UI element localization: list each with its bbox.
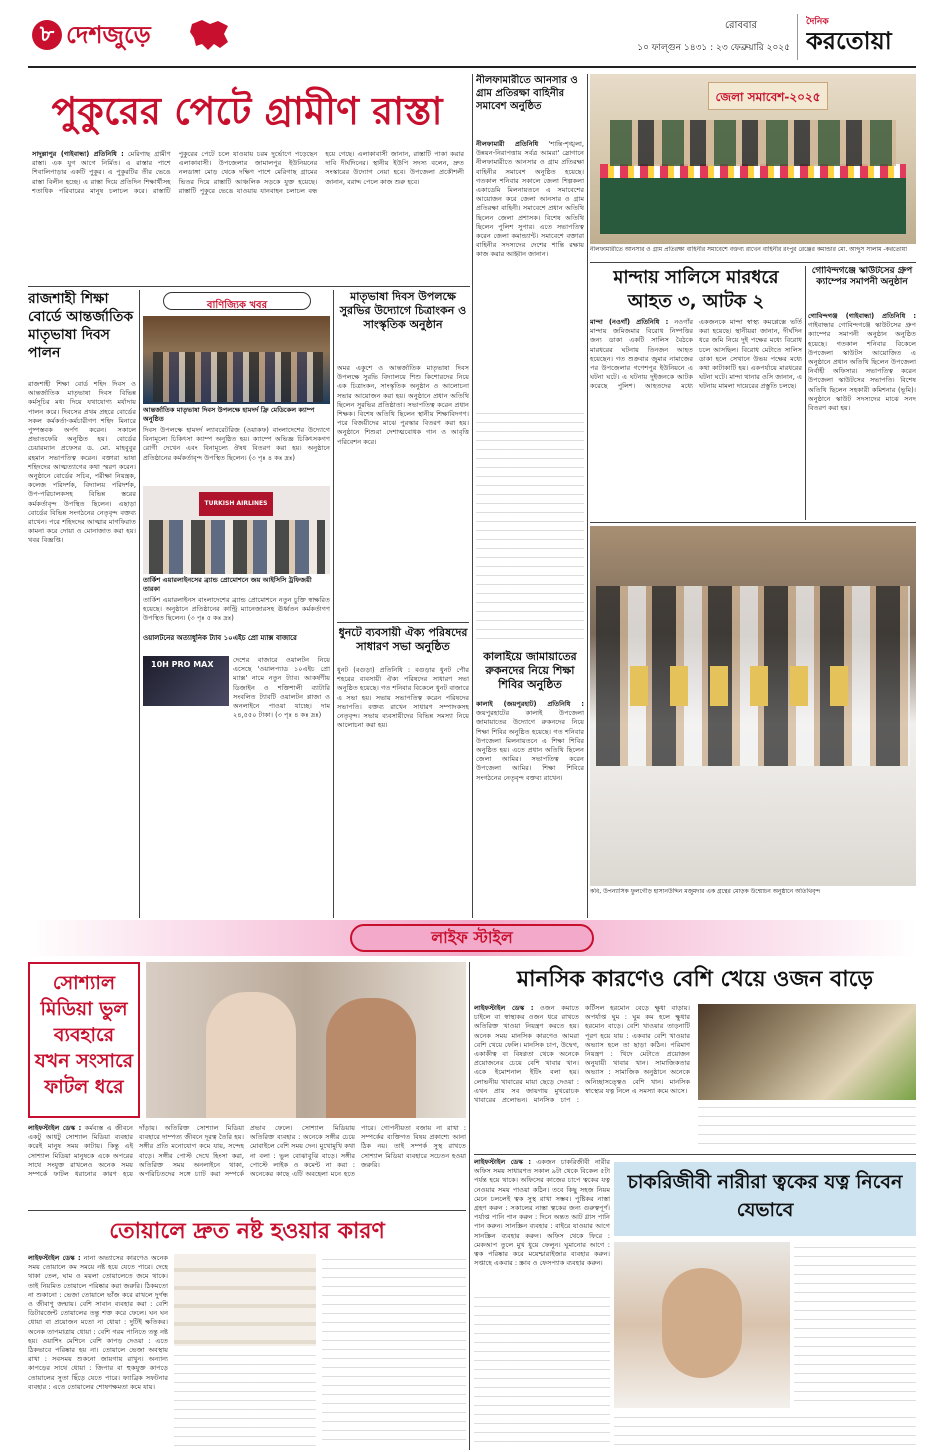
walton-tab-label: 10H PRO MAX bbox=[151, 660, 214, 669]
lifestyle-banner-text: লাইফ স্টাইল bbox=[431, 928, 513, 947]
commerce-section bbox=[143, 290, 330, 920]
manda-headline: মান্দায় সালিসে মারধরে আহত ৩, আটক ২ bbox=[613, 267, 779, 312]
social-article bbox=[28, 962, 466, 1206]
nilphamari-photo bbox=[590, 74, 916, 244]
social-body bbox=[28, 1124, 466, 1204]
weight-text: ওজন কমাতে চাইলে বা স্বাস্থ্যকর ওজন ধরে রাখতে অতিরিক্ত খাওয়া নিয়ন্ত্রণ করতে হয়। অনেক সময় মানসিক কারণেও আমরা বেশি খেয়ে ফেলি। মানসিক চাপ, উদ্বেগ, একাকীত্ব বা বিষণ্ণতা থেকে অনেকে প্রয়োজনের চেয়ে বেশি খাবার খান। একে ইমোশনাল ইটিং বলা হয়। লোভনীয় খাবারের মায়া ছেড়ে দেওয়া : এখন প্রায় সব জায়গায় মুখরোচক খাবারের প্রলোভন। মানসিক চাপ : কর্টিসল হরমোন বেড়ে ক্ষুধা বাড়ায়। অপর্যাপ্ত ঘুম : ঘুম কম হলে ক্ষুধার হরমোন বাড়ে। বেশি খাওয়ার তাড়নাটি পূরণ হয়ে যায় : একবার বেশি খাওয়ার অভ্যাস হলে তা ছাড়া কঠিন। পরিমাণ নিয়ন্ত্রণ : খিদে মেটাতে প্রয়োজন অনুযায়ী খাবার খান। সামাজিকতার অভ্যাস : সামাজিক অনুষ্ঠানে অনেকে অনিচ্ছাসত্ত্বেও বেশি খান। মানসিক স্বাস্থ্যের যত্ন নিলে এ সমস্যা কমে আসে। bbox=[474, 1004, 690, 1105]
gobindaganj-article bbox=[808, 266, 916, 520]
nilphamari-body bbox=[476, 140, 584, 402]
section-title bbox=[66, 17, 196, 53]
bangladesh-map-icon bbox=[188, 18, 232, 52]
lead-byline: সাদুল্লাপুর (গাইবান্ধা) প্রতিনিধি : bbox=[32, 150, 124, 158]
commerce-item3-caption: ওয়ালটনের অত্যাধুনিক ট্যাব ১০এইচ প্রো ম্যাক্স বাজারে bbox=[143, 634, 297, 642]
lead-text: মেরিগাছ গ্রামীণ রাস্তা। এক যুগ আগে নির্মিত। এ রাস্তার পাশে শিবালিপাড়ার একটি পুকুর। এ পুকুরটির তীর ভেঙে রাস্তা বিলীন হচ্ছে। এ রাস্তা দিয়ে প্রতিদিন শিক্ষার্থীসহ শতাধিক পরিবারের মানুষ চলাচল করে। রাস্তাটি পুকুরের পেটে চলে যাওয়ায় চরম দুর্ভোগে পড়েছেন এলাকাবাসী। উপজেলার জামালপুর ইউনিয়নের নলডাঙ্গা মোড় থেকে দক্ষিণ পাশে মেরিগাছ গ্রামের ভিতর দিয়ে রাস্তাটি আঞ্চলিক সড়কে যুক্ত হয়েছে। রাস্তাটি পুকুরে ভেঙে যাওয়ায় যানবাহন চলাচল বন্ধ হয়ে গেছে। এলাকাবাসী জানান, রাস্তাটি পাকা করার দাবি দীর্ঘদিনের। স্থানীয় ইউপি সদস্য বলেন, দ্রুত সংস্কারের উদ্যোগ নেয়া হবে। উপজেলা প্রকৌশলী জানান, বরাদ্দ পেলে কাজ শুরু হবে। bbox=[32, 150, 464, 195]
walton-tab-image bbox=[143, 656, 229, 706]
commerce-item3-body: দেশের বাজারে ওয়ালটন নিয়ে এসেছে 'ওয়ালপ্যাড ১০এইচ প্রো ম্যাক্স' নামে নতুন ট্যাব। আকর্ষণীয় ডিজাইন ও শক্তিশালী ব্যাটারি সংবলিত ট্যাবটি ওয়ালটন প্লাজা ও অনলাইনে পাওয়া যাচ্ছে। দাম ২৪,৫৫০ টাকা। (৩ পৃঃ ৪ কঃ দ্রঃ) bbox=[233, 656, 330, 720]
towel-body-left bbox=[28, 1254, 168, 1448]
book-launch-books bbox=[630, 666, 870, 706]
page-number-badge bbox=[32, 20, 62, 50]
commerce-item2-body: তার্কিশ এয়ারলাইনস বাংলাদেশের ব্র্যান্ড প্রোমোশনে নতুন চুক্তি স্বাক্ষরিত হয়েছে। অনুষ্ঠানে প্রতিষ্ঠানের কান্ট্রি ম্যানেজারসহ ঊর্ধ্বতন কর্মকর্তাগণ উপস্থিত ছিলেন। (৩ পৃঃ ৫ কঃ দ্রঃ) bbox=[143, 596, 330, 623]
photo-people-row bbox=[149, 520, 325, 574]
skin-body-bottom bbox=[474, 1292, 610, 1448]
turkish-airlines-photo bbox=[143, 486, 330, 574]
nilphamari-article bbox=[476, 74, 584, 404]
nilphamari-byline: নীলফামারী প্রতিনিধি bbox=[476, 140, 539, 148]
towel-body-right bbox=[322, 1254, 466, 1448]
skin-body-footer bbox=[614, 1412, 916, 1448]
skin-article bbox=[474, 1158, 916, 1450]
manda-article bbox=[590, 266, 802, 520]
commerce-item1-body: দিবস উপলক্ষে হামদর্দ ল্যাবরেটরিজ (ওয়াকফ) বাংলাদেশের উদ্যোগে বিনামূল্যে চিকিৎসা ক্যাম্প অনুষ্ঠিত হয়। ক্যাম্পে অভিজ্ঞ চিকিৎসকগণ রোগী দেখেন এবং বিনামূল্যে ঔষধ বিতরণ করা হয়। অনুষ্ঠানে প্রতিষ্ঠানের কর্মকর্তাবৃন্দ উপস্থিত ছিলেন। (৩ পৃঃ ৪ কঃ দ্রঃ) bbox=[143, 426, 330, 462]
divider-commerce bbox=[333, 290, 334, 918]
trader-article bbox=[337, 626, 469, 918]
towel-article bbox=[28, 1210, 466, 1450]
kalai-article bbox=[476, 408, 584, 918]
divider-nilphamari bbox=[587, 74, 588, 918]
towel-headline: তোয়ালে দ্রুত নষ্ট হওয়ার কারণ bbox=[109, 1219, 385, 1244]
gobindaganj-text: গাইবান্ধার গোবিন্দগঞ্জে স্কাউটসের গ্রুপ ক্যাম্পের সমাপনী অনুষ্ঠান অনুষ্ঠিত হয়েছে। গতকাল শনিবার বিকেলে উপজেলা স্কাউটস আয়োজিত এ অনুষ্ঠানে প্রধান অতিথি ছিলেন উপজেলা নির্বাহী অফিসার। সভাপতিত্ব করেন উপজেলা স্কাউটসের সভাপতি। বিশেষ অতিথি ছিলেন সহকারী কমিশনার (ভূমি)। অনুষ্ঠানে স্কাউট সদস্যদের মাঝে সনদ বিতরণ করা হয়। bbox=[808, 321, 916, 413]
commerce-item1-caption: আন্তর্জাতিক মাতৃভাষা দিবস উপলক্ষে হামদর্দ ফ্রি মেডিকেল ক্যাম্প অনুষ্ঠিত bbox=[143, 406, 315, 423]
divider-trader bbox=[472, 74, 473, 918]
social-photo-woman bbox=[326, 998, 416, 1118]
skin-text: একজন চাকরিজীবী নারীর অফিস সময় সাধারণত সকাল ৯টা থেকে বিকেল ৫টা পর্যন্ত হয়ে থাকে। অফিসের কাজের চাপে ত্বকের যত্ন নেওয়ার সময় পাওয়া কঠিন। তবে কিছু সহজ নিয়ম মেনে চললেই ত্বক সুস্থ রাখা সম্ভব। পুষ্টিকর নাস্তা গ্রহণ করুন : সকালের নাস্তা ত্বকের জন্য গুরুত্বপূর্ণ। পর্যাপ্ত পানি পান করুন : দিনে অন্তত আট গ্লাস পানি পান করুন। সানস্ক্রিন ব্যবহার : বাইরে যাওয়ার আগে সানস্ক্রিন ব্যবহার করুন। অফিস থেকে ফিরে : মেকআপ তুলে মুখ ধুয়ে ফেলুন। ঘুমানোর আগে : ত্বক পরিষ্কার করে ময়েশ্চারাইজার ব্যবহার করুন। সপ্তাহে একবার : স্ক্রাব ও ফেসপ্যাক ব্যবহার করুন। bbox=[474, 1158, 610, 1268]
lead-body bbox=[32, 150, 464, 282]
manda-text: নওগাঁর মান্দায় জমিজমার বিরোধ নিষ্পত্তির জন্য ডাকা একটি সালিস বৈঠকে মারধরের ঘটনায় তিনজন আহত হয়েছেন। গত শুক্রবার জুমার নামাজের পর উপজেলার গণেশপুর ইউনিয়নে এ ঘটনা ঘটে। এ ঘটনায় দুইজনকে আটক করেছে পুলিশ। আহতদের মধ্যে একজনকে মান্দা স্বাস্থ্য কমপ্লেক্সে ভর্তি করা হয়েছে। স্থানীয়রা জানান, দীর্ঘদিন ধরে জমি নিয়ে দুই পক্ষের মধ্যে বিরোধ চলে আসছিল। বিরোধ মেটাতে সালিস ডাকা হলে সেখানে উভয় পক্ষের মধ্যে কথা কাটাকাটি হয়। একপর্যায়ে মারধরের ঘটনা ঘটে। মান্দা থানার ওসি জানান, এ ঘটনায় মামলা দায়েরের প্রস্তুতি চলছে। bbox=[590, 318, 802, 391]
lead-article bbox=[28, 74, 468, 284]
towel-byline: লাইফস্টাইল ডেস্ক : bbox=[28, 1254, 81, 1262]
kalai-byline: কালাই (জয়পুরহাট) প্রতিনিধি : bbox=[476, 700, 584, 708]
skin-byline: লাইফস্টাইল ডেস্ক : bbox=[474, 1158, 532, 1166]
weight-body-right bbox=[698, 1102, 916, 1150]
divider-gobindaganj bbox=[590, 522, 916, 523]
book-launch-photo bbox=[590, 526, 916, 886]
paper-logo-name: করতোয়া bbox=[806, 27, 892, 55]
language-day-headline: মাতৃভাষা দিবস উপলক্ষে সুরভির উদ্যোগে চিত্রাংকন ও সাংস্কৃতিক অনুষ্ঠান bbox=[339, 290, 467, 331]
manda-byline: মান্দা (নওগাঁ) প্রতিনিধি : bbox=[590, 318, 669, 326]
photo-people-strip bbox=[153, 352, 323, 402]
nilphamari-photo-people bbox=[610, 120, 896, 166]
weight-body-left bbox=[474, 1004, 690, 1150]
kalai-body bbox=[476, 700, 584, 916]
skin-headline-box bbox=[614, 1162, 916, 1236]
nilphamari-text: 'শান্তি-শৃঙ্খলা, উন্নয়ন-নিরাপত্তায় সর্বত্র আমরা' স্লোগানে নীলফামারীতে আনসার ও গ্রাম প্রতিরক্ষা বাহিনীর সমাবেশ অনুষ্ঠিত হয়েছে। গতকাল শনিবার সকালে জেলা শিল্পকলা একাডেমি মিলনায়তনে এ সমাবেশের আয়োজন করে জেলা আনসার ও গ্রাম প্রতিরক্ষা বাহিনী। সমাবেশে প্রধান অতিথি ছিলেন জেলা প্রশাসক। বিশেষ অতিথি ছিলেন পুলিশ সুপার। এতে সভাপতিত্ব করেন জেলা কমান্ড্যান্ট। সমাবেশে বক্তারা বাহিনীর সদস্যদের দেশের শান্তি রক্ষায় কাজ করার আহ্বান জানান। bbox=[476, 140, 584, 259]
page-number: ৮ bbox=[39, 22, 55, 47]
board-headline: রাজশাহী শিক্ষা বোর্ডে আন্তর্জাতিক মাতৃভাষা দিবস পালন bbox=[28, 291, 134, 361]
social-photo-man bbox=[206, 992, 296, 1118]
gobindaganj-byline: গোবিন্দগঞ্জ (গাইবান্ধা) প্রতিনিধি : bbox=[808, 312, 916, 320]
weight-byline: লাইফস্টাইল ডেস্ক : bbox=[474, 1004, 534, 1012]
commerce-label: বাণিজ্যিক খবর bbox=[206, 300, 268, 310]
lifestyle-banner-label bbox=[350, 924, 594, 952]
social-byline: লাইফস্টাইল ডেস্ক : bbox=[28, 1124, 82, 1132]
nilphamari-body-cont bbox=[476, 408, 584, 644]
social-text: কর্মব্যস্ত এ জীবনে একটু আধটু সোশ্যাল মিডিয়া ব্যবহার করেই মানুষ সময় কাটায়। কিন্তু এই সোশ্যাল মিডিয়া মানুষকে একে অপরের সাথে সংযুক্ত রাখলেও অনেক সময় সম্পর্কে ফাটল ধরানোর কারণ হয়ে দাঁড়ায়। অতিরিক্ত সোশ্যাল মিডিয়া ব্যবহারে দাম্পত্য জীবনে দূরত্ব তৈরি হয়। সঙ্গীর প্রতি মনোযোগ কমে যায়, সন্দেহ বাড়ে। সঙ্গীর পোস্ট দেখে হিংসা করা, অতিরিক্ত সময় অনলাইনে থাকা, অপরিচিতদের সঙ্গে চ্যাট করা সম্পর্কে প্রভাব ফেলে। সোশ্যাল মিডিয়ায় অতিরিক্ত ব্যবহার : অনেকে সঙ্গীর চেয়ে মোবাইলে বেশি সময় দেন। মুখোমুখি কথা না বলা : ভুল বোঝাবুঝি বাড়ে। সঙ্গীর পোস্টে লাইক ও কমেন্ট না করা : অনেকের কাছে এটি অবহেলা মনে হতে পারে। গোপনীয়তা বজায় না রাখা : সম্পর্কের ব্যক্তিগত বিষয় প্রকাশ্যে আনা ঠিক নয়। তাই সম্পর্ক সুস্থ রাখতে সোশ্যাল মিডিয়া ব্যবহারে সচেতন হওয়া জরুরি। bbox=[28, 1124, 466, 1179]
day-label: রোববার bbox=[725, 20, 757, 31]
lifestyle-banner bbox=[28, 920, 916, 956]
trader-headline: ধুনটে ব্যবসায়ী ঐক্য পরিষদের সাধারণ সভা অনুষ্ঠিত bbox=[338, 626, 468, 653]
manda-body bbox=[590, 318, 802, 518]
nilphamari-photo-banner: জেলা সমাবেশ-২০২৫ bbox=[708, 82, 828, 110]
language-day-article bbox=[337, 290, 469, 620]
paper-logo-small: দৈনিক bbox=[806, 17, 829, 26]
board-body: রাজশাহী শিক্ষা বোর্ড শহিদ দিবস ও আন্তর্জাতিক মাতৃভাষা দিবস বিভিন্ন কর্মসূচির মধ্য দিয়ে যথাযোগ্য মর্যাদায় পালন করে। দিবসের প্রথম প্রহরে বোর্ডের সকল কর্মকর্তা-কর্মচারীগণ শহিদ মিনারে পুষ্পস্তবক অর্পণ করেন। সকালে প্রভাতফেরি অনুষ্ঠিত হয়। বোর্ডের চেয়ারম্যান প্রফেসর ড. মো. মাহবুবুর রহমান সভাপতিত্ব করেন। বক্তারা ভাষা শহিদদের আত্মত্যাগের কথা স্মরণ করেন। অনুষ্ঠানে বোর্ডের সচিব, পরীক্ষা নিয়ন্ত্রক, কলেজ পরিদর্শক, বিদ্যালয় পরিদর্শক, উপ-পরিচালকসহ বিভিন্ন স্তরের কর্মকর্তাবৃন্দ উপস্থিত ছিলেন। এছাড়া বোর্ডের বিভিন্ন সংগঠনের নেতৃবৃন্দ বক্তব্য রাখেন। পরে শহিদদের আত্মার মাগফিরাত কামনা করে দোয়া ও মোনাজাত করা হয়। খবর বিজ্ঞপ্তি। bbox=[28, 380, 136, 545]
gobindaganj-body bbox=[808, 312, 916, 518]
divider-lead bbox=[28, 286, 470, 287]
divider-weight bbox=[474, 1154, 916, 1155]
towel-text: নানা অভ্যাসের কারণেও অনেক সময় তোয়ালে কম সময়ে নষ্ট হয়ে যেতে পারে। দেহে থাকা তেল, ঘাম ও ময়লা তোয়ালেতে জমে থাকে। তাই নিয়মিত তোয়ালে পরিষ্কার করা জরুরি। ঠিকমতো না শুকানো : ভেজা তোয়ালে ভাঁজ করে রাখলে দুর্গন্ধ ও জীবাণু জন্মায়। বেশি সাবান ব্যবহার করা : বেশি ডিটারজেন্ট তোয়ালের তন্তু শক্ত করে ফেলে। ঘন ঘন ধোয়া বা প্রয়োজন মতো না ধোয়া : দুটিই ক্ষতিকর। অনেক তাপমাত্রায় ধোয়া : বেশি গরম পানিতে তন্তু নষ্ট হয়। ওয়াশিং মেশিনে বেশি কাপড় দেওয়া : এতে ঠিকভাবে পরিষ্কার হয় না। তোয়ালে ভেজা অবস্থায় রাখা : সবসময় শুকনো জায়গায় রাখুন। অন্যান্য কাপড়ের সাথে ধোয়া : জিপার বা হুকযুক্ত কাপড়ে তোয়ালের সুতা ছিঁড়ে যেতে পারে। ফ্যাব্রিক সফটনার ব্যবহার : এতে তোয়ালের শোষণক্ষমতা কমে যায়। bbox=[28, 1254, 168, 1391]
paper-logo bbox=[806, 14, 916, 60]
kalai-text: জয়পুরহাটের কালাই উপজেলা জামায়াতের উদ্যোগে রুকনদের নিয়ে শিক্ষা শিবির অনুষ্ঠিত হয়েছে। গত শনিবার উপজেলা মিলনায়তনে এ শিক্ষা শিবির অনুষ্ঠিত হয়। এতে প্রধান অতিথি ছিলেন জেলা আমির। সভাপতিত্ব করেন উপজেলা আমির। শিক্ষা শিবিরে সংগঠনের নেতৃবৃন্দ বক্তব্য রাখেন। bbox=[476, 709, 584, 782]
nilphamari-photo-table bbox=[600, 174, 906, 234]
nilphamari-headline: নীলফামারীতে আনসার ও গ্রাম প্রতিরক্ষা বাহিনীর সমাবেশ অনুষ্ঠিত bbox=[476, 75, 578, 112]
divider-board bbox=[139, 290, 140, 918]
gobindaganj-headline: গোবিন্দগঞ্জে স্কাউটসের গ্রুপ ক্যাম্পের সমাপনী অনুষ্ঠান bbox=[811, 266, 913, 287]
hamdard-photo bbox=[143, 316, 330, 404]
turkish-airlines-banner: TURKISH AIRLINES bbox=[199, 492, 273, 516]
nilphamari-photo-flowers bbox=[600, 164, 906, 178]
commerce-label-box bbox=[163, 292, 311, 310]
weight-article bbox=[474, 962, 916, 1152]
skin-body-right bbox=[794, 1242, 916, 1408]
social-photo bbox=[146, 962, 466, 1118]
towel-body-mid bbox=[174, 1350, 316, 1448]
divider-lang bbox=[337, 622, 469, 623]
skin-headline: চাকরিজীবী নারীরা ত্বকের যত্ন নিবেন যেভাবে bbox=[627, 1171, 903, 1221]
divider-manda bbox=[805, 266, 806, 520]
divider-social bbox=[469, 962, 470, 1450]
nilphamari-photo-caption: নীলফামারীতে আনসার ও গ্রাম প্রতিরক্ষা বাহিনীর সমাবেশে বক্তব্য রাখেন বাহিনীর রংপুর রেঞ্জের কমান্ডার মো. আব্দুস সালাম -করতোয়া bbox=[590, 246, 907, 253]
skin-photo bbox=[614, 1242, 790, 1408]
masthead bbox=[0, 0, 945, 68]
masthead-divider bbox=[797, 14, 798, 60]
divider-photo bbox=[590, 262, 916, 263]
lead-headline: পুকুরের পেটে গ্রামীণ রাস্তা bbox=[51, 89, 443, 133]
skin-photo-face bbox=[662, 1268, 742, 1378]
divider-towel-top bbox=[28, 1210, 466, 1211]
date-label: ১০ ফাল্গুন ১৪৩১ : ২৩ ফেব্রুয়ারি ২০২৫ bbox=[637, 43, 790, 53]
towel-photo bbox=[174, 1254, 316, 1346]
language-day-body: অমর একুশে ও আন্তর্জাতিক মাতৃভাষা দিবস উপলক্ষে সুরভি বিদ্যালয়ে শিশু কিশোরদের নিয়ে এক চিত্রাংকন, সাংস্কৃতিক অনুষ্ঠান ও আলোচনা সভার আয়োজন করা হয়। অনুষ্ঠানে প্রধান অতিথি ছিলেন সুরভির প্রতিষ্ঠাতা। সভাপতিত্ব করেন প্রধান শিক্ষক। বিশেষ অতিথি ছিলেন স্থানীয় শিক্ষাবিদগণ। পরে বিজয়ীদের মাঝে পুরস্কার বিতরণ করা হয়। অনুষ্ঠানে শিশুরা দেশাত্মবোধক গান ও আবৃত্তি পরিবেশন করে। bbox=[337, 364, 469, 446]
commerce-item2-caption: তার্কিশ এয়ারলাইনসের ব্র্যান্ড প্রোমোশনে জয় আইসিসি ট্রফিজয়ী তারকা bbox=[143, 576, 312, 593]
kalai-headline: কালাইয়ে জামায়াতের রুকনদের নিয়ে শিক্ষা শিবির অনুষ্ঠিত bbox=[483, 650, 577, 691]
trader-body: ধুনট (বগুড়া) প্রতিনিধি : বগুড়ার ধুনট পৌর শহরের ব্যবসায়ী ঐক্য পরিষদের সাধারণ সভা অনুষ্ঠিত হয়েছে। গত শনিবার বিকেলে ধুনট বাজারে এ সভা হয়। সভায় সভাপতিত্ব করেন পরিষদের সভাপতি। বক্তব্য রাখেন সাধারণ সম্পাদকসহ নেতৃবৃন্দ। সভায় ব্যবসায়ীদের বিভিন্ন সমস্যা নিয়ে আলোচনা করা হয়। bbox=[337, 666, 469, 730]
skin-body-left bbox=[474, 1158, 610, 1288]
social-headline: সোশ্যাল মিডিয়া ভুল ব্যবহারে যখন সংসারে ফাটল ধরে bbox=[28, 962, 140, 1118]
section-label: দেশজুড়ে bbox=[66, 21, 151, 49]
board-article bbox=[28, 290, 136, 920]
weight-headline: মানসিক কারণেও বেশি খেয়ে ওজন বাড়ে bbox=[516, 967, 874, 992]
masthead-underline bbox=[28, 66, 916, 68]
book-launch-caption: কবি, উপন্যাসিক ফুলগৌড় হাসানউদ্দিন মজুমদার এক গ্রন্থের মোড়ক উন্মোচন অনুষ্ঠানে অতিথিবৃন্দ bbox=[590, 888, 821, 895]
weight-photo bbox=[698, 1004, 916, 1100]
